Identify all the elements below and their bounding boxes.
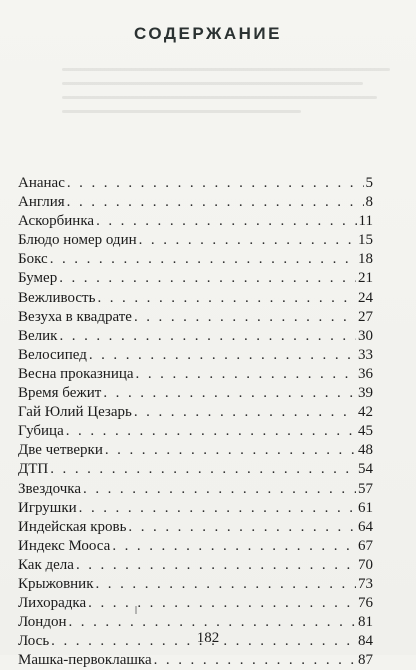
toc-leader-dots: [136, 365, 356, 384]
toc-leader-dots: [103, 384, 356, 403]
toc-entry-page: 5: [365, 175, 373, 191]
toc-entry: [18, 556, 373, 575]
toc-leader-dots: [67, 193, 364, 212]
toc-entry: [18, 327, 373, 346]
toc-entry-title: Губица: [18, 423, 64, 440]
toc-leader-dots: [88, 594, 356, 613]
toc-entry-page: 21: [358, 270, 373, 287]
toc-leader-dots: [59, 269, 356, 288]
toc-entry-title: Как дела: [18, 556, 74, 573]
toc-entry: [18, 575, 373, 594]
toc-entry-page: 84: [358, 633, 373, 650]
toc-entry-page: 67: [358, 537, 373, 554]
toc-entry-page: 81: [358, 614, 373, 631]
toc-entry-page: 30: [358, 327, 373, 344]
toc-entry: [18, 174, 373, 193]
toc-entry-title: Гай Юлий Цезарь: [18, 404, 132, 421]
toc-leader-dots: [105, 441, 356, 460]
toc-entry-page: 15: [358, 232, 373, 249]
toc-entry: [18, 441, 373, 460]
toc-leader-dots: [67, 174, 364, 193]
toc-entry: [18, 537, 373, 556]
toc-entry: [18, 231, 373, 250]
toc-entry: [18, 308, 373, 327]
toc-entry: [18, 403, 373, 422]
toc-entry-page: 33: [358, 346, 373, 363]
toc-entry: [18, 594, 373, 613]
toc-entry-title: Звездочка: [18, 480, 82, 497]
toc-entry-title: Ананас: [18, 175, 65, 191]
toc-leader-dots: [128, 518, 356, 537]
toc-entry-title: Две четверки: [18, 442, 103, 459]
toc-leader-dots: [139, 231, 356, 250]
toc-entry-title: Лихорадка: [18, 595, 87, 612]
toc-entry-title: Англия: [18, 194, 65, 211]
toc-entry: [18, 499, 373, 518]
toc-entry-title: Время бежит: [18, 385, 102, 402]
toc-entry-page: 39: [358, 385, 373, 402]
toc-entry-title: Машка-первоклашка: [18, 652, 152, 669]
toc-entry: [18, 289, 373, 308]
bleed-through-text: [62, 68, 404, 116]
toc-leader-dots: [79, 499, 356, 518]
toc-entry-page: 24: [358, 289, 373, 306]
toc-leader-dots: [59, 327, 356, 346]
toc-entry-page: 27: [358, 308, 373, 325]
toc-entry: [18, 250, 373, 269]
toc-entry: [18, 212, 373, 231]
toc-entry-page: 54: [358, 461, 373, 478]
page-number: 182: [196, 630, 220, 646]
toc-leader-dots: [154, 651, 356, 670]
toc-entry: [18, 518, 373, 537]
toc-entry-title: Блюдо номер один: [18, 232, 137, 249]
toc-entry: [18, 422, 373, 441]
toc-leader-dots: [83, 480, 356, 499]
toc-entry: [18, 365, 373, 384]
toc-leader-dots: [96, 575, 357, 594]
toc-entry-page: 11: [358, 213, 373, 230]
toc-entry-page: 8: [365, 194, 373, 211]
toc-entry-page: 87: [358, 652, 373, 669]
toc-entry-page: 18: [358, 251, 373, 268]
toc-entry-title: Бокс: [18, 251, 48, 268]
contents-heading: СОДЕРЖАНИЕ: [134, 24, 282, 43]
toc-leader-dots: [96, 212, 356, 231]
toc-entry: [18, 269, 373, 288]
toc-entry-page: 45: [358, 423, 373, 440]
toc-entry-title: Бумер: [18, 270, 58, 287]
table-of-contents: [18, 174, 373, 670]
toc-leader-dots: [134, 308, 356, 327]
toc-entry-page: 42: [358, 404, 373, 421]
toc-entry-page: 70: [358, 556, 373, 573]
toc-entry: [18, 480, 373, 499]
toc-entry-title: Лондон: [18, 614, 67, 631]
toc-entry-title: Весна проказница: [18, 365, 134, 382]
toc-entry: [18, 651, 373, 670]
toc-leader-dots: [89, 346, 356, 365]
toc-entry-page: 61: [358, 499, 373, 516]
toc-leader-dots: [50, 250, 356, 269]
toc-entry-title: Индейская кровь: [18, 518, 127, 535]
toc-leader-dots: [134, 403, 356, 422]
toc-entry-page: 73: [358, 575, 373, 592]
toc-entry-page: 57: [358, 480, 373, 497]
toc-entry: [18, 384, 373, 403]
toc-entry-title: Вежливость: [18, 289, 96, 306]
toc-entry-page: 36: [358, 365, 373, 382]
toc-entry-title: Крыжовник: [18, 575, 94, 592]
toc-entry-page: 48: [358, 442, 373, 459]
toc-entry-title: Велик: [18, 327, 58, 344]
toc-entry: [18, 460, 373, 479]
toc-entry-title: Игрушки: [18, 499, 77, 516]
toc-leader-dots: [76, 556, 356, 575]
toc-leader-dots: [112, 537, 356, 556]
toc-entry-title: Велосипед: [18, 346, 87, 363]
toc-entry-page: 64: [358, 518, 373, 535]
toc-leader-dots: [66, 422, 356, 441]
toc-entry-page: 76: [358, 595, 373, 612]
toc-entry: [18, 193, 373, 212]
toc-leader-dots: [50, 460, 356, 479]
toc-entry-title: Везуха в квадрате: [18, 308, 132, 325]
toc-entry-title: Аскорбинка: [18, 213, 95, 230]
toc-entry: [18, 346, 373, 365]
toc-entry-title: Индекс Мооса: [18, 537, 111, 554]
toc-leader-dots: [97, 289, 356, 308]
toc-entry-title: Лось: [18, 633, 50, 650]
toc-entry-title: ДТП: [18, 461, 49, 478]
print-mark: [135, 606, 137, 614]
